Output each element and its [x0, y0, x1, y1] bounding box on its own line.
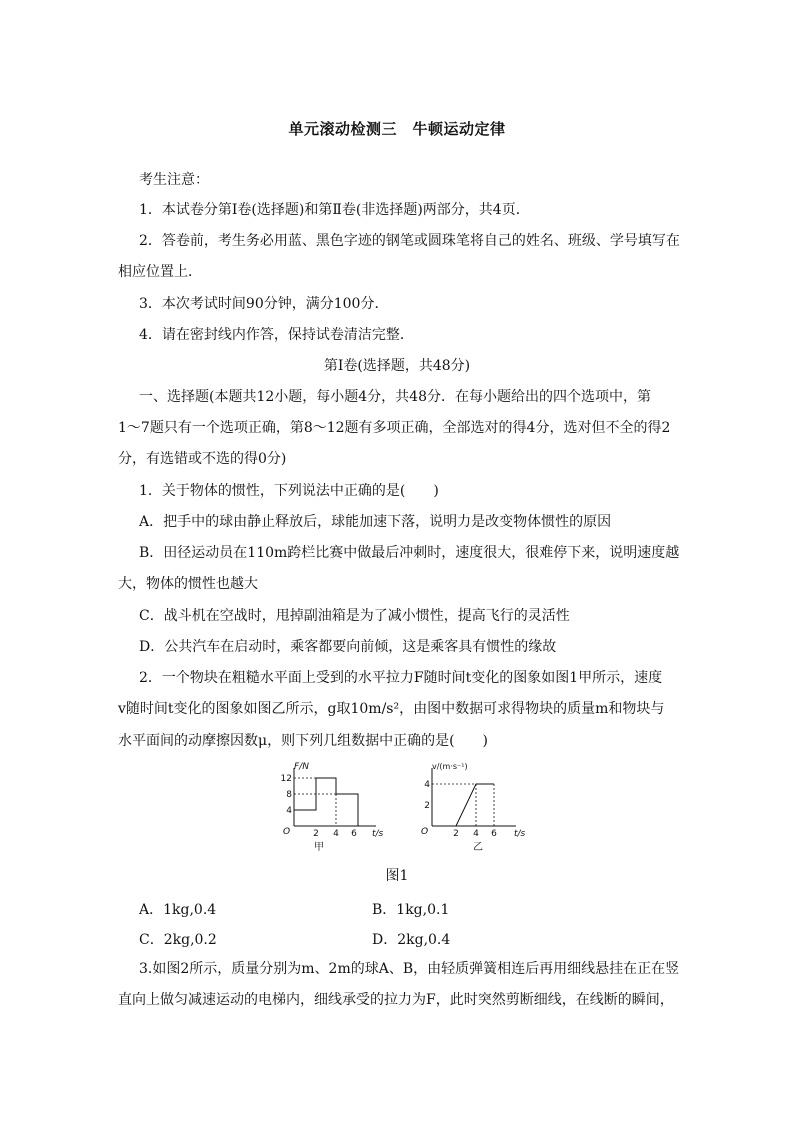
- q2-line-3: 水平面间的动摩擦因数μ，则下列几组数据中正确的是( ): [118, 733, 489, 749]
- notice-item-2-cont: 相应位置上．: [118, 264, 202, 280]
- x-tick-label: 6: [351, 829, 357, 839]
- y-tick-label: 2: [424, 801, 430, 811]
- section-intro-2: 1～7题只有一个选项正确，第8～12题有多项正确，全部选对的得4分，选对但不全的得2: [118, 420, 671, 436]
- q2-line-1: 2．一个物块在粗糙水平面上受到的水平拉力F随时间t变化的图象如图1甲所示，速度: [139, 670, 663, 686]
- x-tick-label: 2: [453, 829, 459, 839]
- y-axis-label: v/(m·s⁻¹): [432, 762, 468, 771]
- y-tick-label: 12: [280, 774, 292, 784]
- q1-option-c: C．战斗机在空战时，甩掉副油箱是为了减小惯性，提高飞行的灵活性: [139, 608, 570, 624]
- x-tick-label: 2: [313, 829, 319, 839]
- q1-option-d: D．公共汽车在启动时，乘客都要向前倾，这是乘客具有惯性的缘故: [139, 639, 557, 655]
- q3-line-2: 直向上做匀减速运动的电梯内，细线承受的拉力为F，此时突然剪断细线，在线断的瞬间，: [118, 992, 674, 1008]
- x-axis-label: t/s: [514, 829, 526, 839]
- origin-label: O: [283, 827, 291, 837]
- velocity-time-graph: [420, 762, 530, 854]
- q1-option-b: B．田径运动员在110m跨栏比赛中做最后冲刺时，速度很大，很难停下来，说明速度越: [139, 545, 680, 561]
- notice-item-4: 4．请在密封线内作答，保持试卷清洁完整．: [139, 327, 414, 343]
- q2-option-b: B．1kg,0.1: [372, 902, 450, 918]
- graph-caption: 甲: [314, 842, 324, 853]
- notice-item-1: 1．本试卷分第Ⅰ卷(选择题)和第Ⅱ卷(非选择题)两部分，共4页．: [139, 202, 530, 218]
- x-tick-label: 4: [473, 829, 479, 839]
- page-title: 单元滚动检测三 牛顿运动定律: [288, 120, 506, 138]
- x-tick-label: 6: [491, 829, 497, 839]
- q2-option-c: C．2kg,0.2: [139, 932, 217, 948]
- velocity-curve: [432, 784, 494, 826]
- q1-option-b-cont: 大，物体的惯性也越大: [118, 576, 258, 592]
- y-tick-label: 4: [286, 806, 292, 816]
- x-axis-label: t/s: [372, 829, 384, 839]
- q2-option-d: D．2kg,0.4: [372, 932, 451, 948]
- y-tick-label: 8: [286, 790, 292, 800]
- notice-item-2: 2．答卷前，考生务必用蓝、黑色字迹的钢笔或圆珠笔将自己的姓名、班级、学号填写在: [139, 233, 680, 249]
- force-time-graph: [282, 762, 382, 854]
- section-intro-3: 分，有选错或不选的得0分): [118, 451, 287, 467]
- q2-line-2: v随时间t变化的图象如图乙所示，g取10m/s²，由图中数据可求得物块的质量m和物块与: [118, 701, 665, 717]
- q3-line-1: 3.如图2所示，质量分别为m、2m的球A、B，由轻质弹簧相连后再用细线悬挂在正在竖: [139, 961, 680, 977]
- section-title: 第Ⅰ卷(选择题，共48分): [323, 358, 471, 374]
- y-tick-label: 4: [424, 780, 430, 790]
- notice-heading: 考生注意：: [139, 172, 209, 188]
- figure-caption: 图1: [385, 868, 409, 884]
- q2-option-a: A．1kg,0.4: [139, 902, 217, 918]
- force-curve: [294, 778, 358, 826]
- q1-option-a: A．把手中的球由静止释放后，球能加速下落，说明力是改变物体惯性的原因: [139, 514, 612, 530]
- origin-label: O: [421, 827, 429, 837]
- x-tick-label: 4: [333, 829, 339, 839]
- q1-stem: 1．关于物体的惯性，下列说法中正确的是( ): [139, 483, 439, 499]
- y-axis-label: F/N: [294, 762, 309, 772]
- notice-item-3: 3．本次考试时间90分钟，满分100分．: [139, 296, 389, 312]
- section-intro-1: 一、选择题(本题共12小题，每小题4分，共48分．在每小题给出的四个选项中，第: [139, 389, 651, 405]
- graph-caption: 乙: [473, 842, 483, 853]
